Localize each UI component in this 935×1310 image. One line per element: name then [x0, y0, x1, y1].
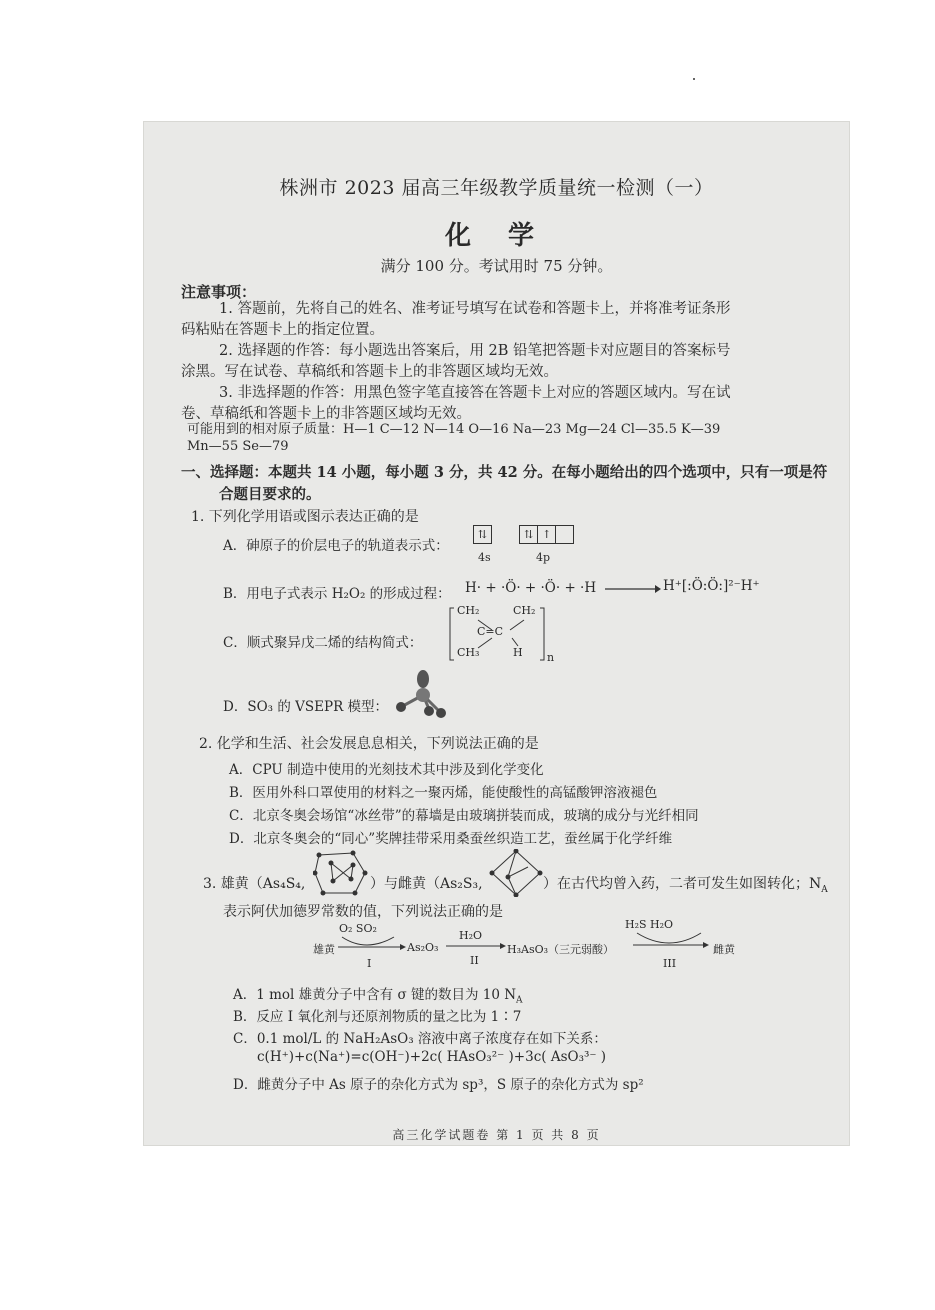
- q1-option-b: B．用电子式表示 H₂O₂ 的形成过程：: [223, 586, 451, 602]
- orbital-box-4p-3: [555, 525, 574, 544]
- q3-option-c: C．0.1 mol/L 的 NaH₂AsO₃ 溶液中离子浓度存在如下关系：: [233, 1031, 607, 1047]
- q3-stem-part-1: 3. 雄黄（As₄S₄,: [203, 876, 306, 892]
- scheme-arrow-2: [446, 941, 506, 951]
- q1-stem: 1. 下列化学用语或图示表达正确的是: [191, 509, 419, 525]
- scheme-r1-reagents: O₂ SO₂: [339, 922, 377, 935]
- scheme-end: 雌黄: [713, 943, 735, 956]
- electron-formula-product: H⁺[:Ö:Ö:]²⁻H⁺: [663, 578, 760, 594]
- q3-option-a: [233, 983, 523, 1006]
- scheme-r2-reagent: H₂O: [459, 929, 483, 942]
- so3-vsepr-model: [393, 669, 449, 721]
- scheme-arrow-3: [633, 931, 709, 953]
- notice-line-4: 涂黑。写在试卷、草稿纸和答题卡上的非答题区域均无效。: [181, 364, 558, 380]
- orbital-diagram: [473, 524, 573, 544]
- q3-option-a-sub: A: [516, 995, 523, 1006]
- orbital-box-4s: ⇅: [473, 525, 492, 544]
- notice-line-6: 卷、草稿纸和答题卡上的非答题区域均无效。: [181, 406, 471, 422]
- atomic-mass-line-1: 可能用到的相对原子质量：H—1 C—12 N—14 O—16 Na—23 Mg—24 Cl—35.5 K—39: [187, 422, 721, 437]
- q3-stem-part-2: ）与雌黄（As₂S₃,: [370, 876, 483, 892]
- scheme-r3-reagents: H₂S H₂O: [625, 918, 674, 931]
- ch2-right: CH₂: [513, 604, 536, 617]
- q3-option-d: D．雌黄分子中 As 原子的杂化方式为 sp³，S 原子的杂化方式为 sp²: [233, 1077, 644, 1093]
- score-time-line: 满分 100 分。考试用时 75 分钟。: [380, 257, 613, 275]
- subject-heading: 化 学: [444, 221, 549, 251]
- notice-line-1: 1. 答题前，先将自己的姓名、准考证号填写在试卷和答题卡上，并将准考证条形: [219, 301, 731, 317]
- ch3-group: CH₃: [457, 646, 480, 659]
- q3-option-c-equation: c(H⁺)+c(Na⁺)=c(OH⁻)+2c( HAsO₃²⁻ )+3c( AsO₃³⁻ ): [257, 1049, 607, 1065]
- q2-option-b: B．医用外科口罩使用的材料之一聚丙烯，能使酸性的高锰酸钾溶液褪色: [229, 785, 658, 801]
- q3-stem-line-2: 表示阿伏加德罗常数的值，下列说法正确的是: [223, 904, 503, 920]
- q3-option-b: B．反应 I 氧化剂与还原剂物质的量之比为 1∶7: [233, 1009, 522, 1025]
- reaction-arrow-b: [605, 584, 661, 594]
- orpiment-structure: [488, 849, 544, 897]
- c-double-bond-c: C=C: [477, 625, 504, 638]
- orbital-box-4p-2: ↑: [537, 525, 556, 544]
- scheme-product-1: As₂O₃: [407, 941, 439, 954]
- q1-option-d: D．SO₃ 的 VSEPR 模型：: [223, 699, 389, 715]
- notice-line-2: 码粘贴在答题卡上的指定位置。: [181, 322, 384, 338]
- q2-option-c: C．北京冬奥会场馆“冰丝带”的幕墙是由玻璃拼装而成，玻璃的成分与光纤相同: [229, 808, 699, 824]
- scheme-r3-label: III: [663, 957, 677, 970]
- q2-option-a: A．CPU 制造中使用的光刻技术其中涉及到化学变化: [229, 762, 544, 778]
- q1-option-c: C．顺式聚异戊二烯的结构简式：: [223, 635, 423, 651]
- notice-heading: 注意事项：: [181, 283, 257, 301]
- notice-line-3: 2. 选择题的作答：每小题选出答案后，用 2B 铅笔把答题卡对应题目的答案标号: [219, 343, 731, 359]
- scheme-r1-label: I: [367, 957, 372, 970]
- q3-stem-text: ）在古代均曾入药，二者可发生如图转化；N: [543, 876, 822, 892]
- section-heading-line-2: 合题目要求的。: [219, 486, 321, 503]
- scheme-r2-label: II: [470, 954, 479, 967]
- exam-page: [143, 121, 850, 1146]
- q3-option-a-text: A．1 mol 雄黄分子中含有 σ 键的数目为 10 N: [233, 987, 517, 1003]
- section-heading-line-1: 一、选择题：本题共 14 小题，每小题 3 分，共 42 分。在每小题给出的四个选项中，只有一项是符: [181, 464, 828, 481]
- scheme-start: 雄黄: [313, 943, 335, 956]
- realgar-structure: [313, 849, 369, 897]
- scheme-arrow-1: [336, 935, 406, 955]
- na-subscript: A: [821, 884, 828, 895]
- q2-stem: 2. 化学和生活、社会发展息息相关，下列说法正确的是: [199, 736, 539, 752]
- q2-option-d: D．北京冬奥会的“同心”奖牌挂带采用桑蚕丝织造工艺，蚕丝属于化学纤维: [229, 831, 673, 847]
- notice-line-5: 3. 非选择题的作答：用黑色签字笔直接答在答题卡上对应的答题区域内。写在试: [219, 385, 731, 401]
- q1-option-a: A．砷原子的价层电子的轨道表示式：: [223, 538, 449, 554]
- h-atom: H: [513, 646, 523, 659]
- exam-title: 株洲市 2023 届高三年级教学质量统一检测（一）: [279, 177, 714, 199]
- stray-mark: [693, 78, 695, 80]
- q3-stem-part-3: [543, 873, 828, 895]
- orbital-box-4p-1: ⇅: [519, 525, 538, 544]
- atomic-mass-line-2: Mn—55 Se—79: [187, 439, 289, 454]
- repeat-n: n: [547, 651, 555, 664]
- page-footer: 高三化学试题卷 第 1 页 共 8 页: [392, 1128, 601, 1142]
- label-4p: 4p: [536, 551, 551, 564]
- scheme-product-2: H₃AsO₃（三元弱酸）: [507, 943, 615, 956]
- label-4s: 4s: [478, 551, 491, 564]
- electron-formula-reactants: H· + ·Ö· + ·Ö· + ·H: [465, 580, 597, 596]
- ch2-left: CH₂: [457, 604, 480, 617]
